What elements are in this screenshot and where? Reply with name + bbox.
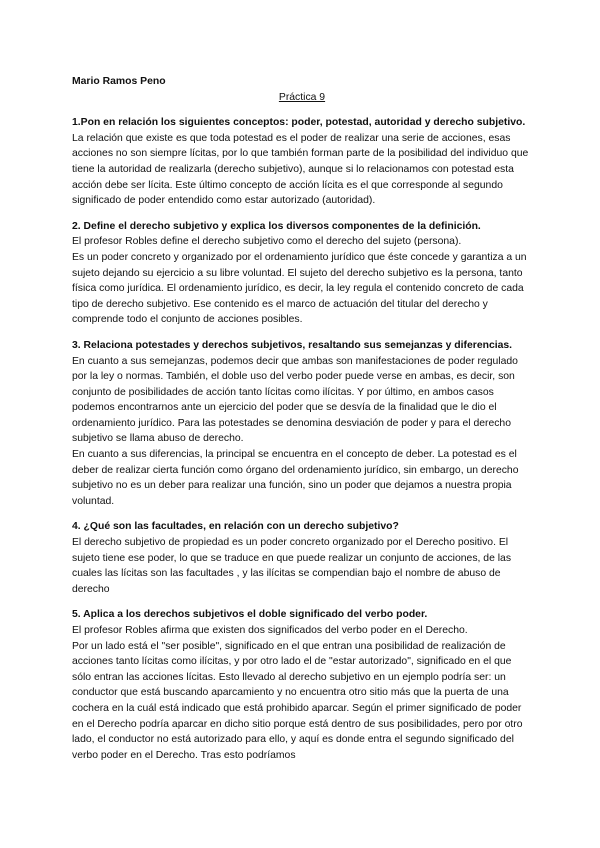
section-3: [72, 338, 532, 510]
answer-paragraph: El profesor Robles afirma que existen dos significados del verbo poder en el Derecho.: [72, 625, 468, 636]
answer-paragraph: El profesor Robles define el derecho subjetivo como el derecho del sujeto (persona).: [72, 236, 462, 248]
document-title: Práctica 9: [278, 91, 326, 103]
author-name: Mario Ramos Peno: [72, 76, 166, 87]
question-heading: 2. Define el derecho subjetivo y explica los diversos componentes de la definición.: [72, 220, 481, 232]
answer-paragraph: Es un poder concreto y organizado por el ordenamiento jurídico que éste concede y garantiza a un sujeto dejando su ejercicio a su libre voluntad. El sujeto del derecho subjetivo es la persona, tanto física como jurídica. El ordenamiento jurídico, es decir, la ley regula el contenido concreto de cada tipo de derecho subjetivo. Ese contenido es el marco de actuación del titular del derecho y comprende todo el conjunto de acciones posibles.: [72, 251, 527, 326]
answer-paragraph: En cuanto a sus semejanzas, podemos decir que ambas son manifestaciones de poder regulado por la ley o normas. También, el doble uso del verbo poder puede verse en ambas, es decir, son conjunto de posibilidades de acción tanto lícitas como ilícitas. Y por último, en ambos casos podemos encontrarnos ante un ejercicio del poder que se desvía de la finalidad que le dio el ordenamiento jurídico. Para las potestades se denomina desviación de poder y para el derecho subjetivo se llama abuso de derecho.: [72, 355, 518, 445]
section-1: [72, 115, 532, 209]
answer-paragraph: En cuanto a sus diferencias, la principal se encuentra en el concepto de deber. La potestad es el deber de realizar cierta función como órgano del ordenamiento jurídico, sin embargo, un derecho subjetivo no es un deber para realizar una función, sino un poder que dejamos a nuestra propia voluntad.: [72, 449, 519, 507]
question-heading: 1.Pon en relación los siguientes conceptos: poder, potestad, autoridad y derecho subjetivo.: [72, 117, 526, 129]
answer-paragraph: La relación que existe es que toda potestad es el poder de realizar una serie de acciones, esas acciones no son siempre lícitas, por lo que también forman parte de la posibilidad del individuo que tiene la autoridad de realizarla (derecho subjetivo), aunque si lo relacionamos con potestad esta acción debe ser lícita. Este último concepto de acción lícita es el que corresponde al segundo significado de poder entendido como estar autorizado (autoridad).: [72, 132, 529, 207]
document-page: [72, 74, 532, 773]
question-heading: 5. Aplica a los derechos subjetivos el doble significado del verbo poder.: [72, 609, 428, 621]
answer-paragraph: El derecho subjetivo de propiedad es un poder concreto organizado por el Derecho positivo. El sujeto tiene ese poder, lo que se traduce en que puede realizar un conjunto de acciones, de las cuales las lícitas son las facultades , y las ilícitas se compendian bajo el nombre de abuso de derecho: [72, 537, 512, 595]
section-4: [72, 519, 532, 597]
question-heading: 4. ¿Qué son las facultades, en relación con un derecho subjetivo?: [72, 521, 399, 533]
section-2: [72, 219, 532, 328]
answer-paragraph: Por un lado está el "ser posible", significado en el que entran una posibilidad de realización de acciones tanto lícitas como ilícitas, y por otro lado el de "estar autorizado", significado en el que sólo entran las acciones lícitas. Esto llevado al derecho subjetivo en un ejemplo podría ser: un conductor que está buscando aparcamiento y no encuentra otro sitio más que la puerta de una cochera en la cuál está indicado que está prohibido aparcar. Según el primer significado de poder en el Derecho podría aparcar en dicho sitio porque está dentro de sus posibilidades, pero por otro lado, el conductor no está autorizado para ello, y aquí es donde entra el segundo significado del verbo poder en el Derecho. Tras esto podríamos: [72, 640, 523, 761]
question-heading: 3. Relaciona potestades y derechos subjetivos, resaltando sus semejanzas y diferencias.: [72, 339, 513, 351]
section-5: [72, 607, 532, 763]
